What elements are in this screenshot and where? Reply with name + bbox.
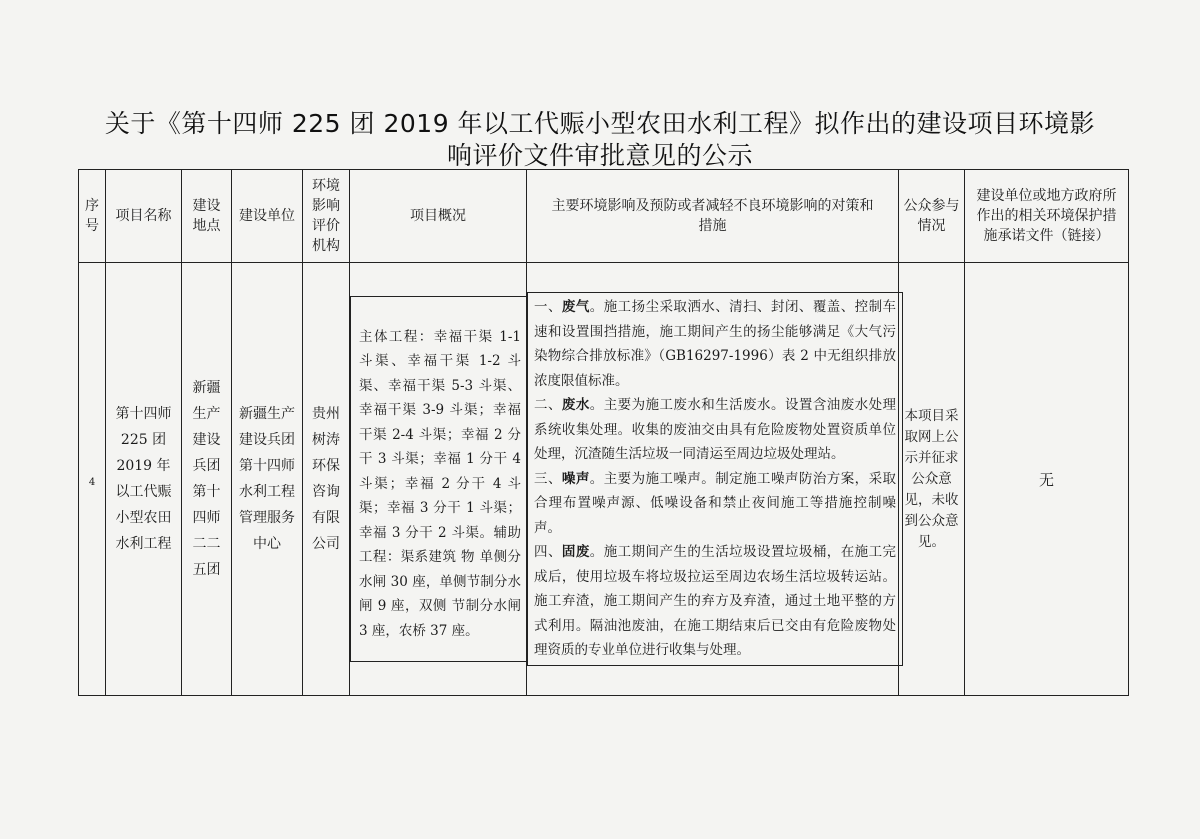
cell-eia-org: 贵州树涛环保咨询有限公司 <box>303 263 350 696</box>
title-line-2: 响评价文件审批意见的公示 <box>446 141 753 170</box>
header-name: 项目名称 <box>106 170 182 263</box>
header-seq: 序号 <box>79 170 106 263</box>
header-public: 公众参与情况 <box>899 170 965 263</box>
page-title <box>60 108 1140 172</box>
header-overview: 项目概况 <box>350 170 527 263</box>
cell-name: 第十四师 225 团 2019 年以工代赈小型农田水利工程 <box>106 263 182 696</box>
header-location: 建设地点 <box>182 170 232 263</box>
header-row <box>79 170 1129 263</box>
title-line-1: 关于《第十四师 225 团 2019 年以工代赈小型农田水利工程》拟作出的建设项目环境影 <box>104 109 1096 138</box>
cell-overview <box>350 263 527 696</box>
table-row <box>79 263 1129 696</box>
measure-noise: 三、噪声。主要为施工噪声。制定施工噪声防治方案，采取合理布置噪声源、低噪设备和禁止夜间施工等措施控制噪声。 <box>534 470 897 536</box>
cell-public: 本项目采取网上公示并征求公众意见，未收到公众意见。 <box>899 263 965 696</box>
header-commitment: 建设单位或地方政府所作出的相关环境保护措施承诺文件（链接） <box>965 170 1129 263</box>
cell-commitment: 无 <box>965 263 1129 696</box>
header-measures: 主要环境影响及预防或者减轻不良环境影响的对策和措施 <box>527 170 899 263</box>
header-builder: 建设单位 <box>232 170 303 263</box>
cell-builder: 新疆生产建设兵团第十四师水利工程管理服务中心 <box>232 263 303 696</box>
measures-box <box>527 292 903 666</box>
header-eia-org: 环境影响评价机构 <box>303 170 350 263</box>
overview-box: 主体工程：幸福干渠 1-1 斗渠、幸福干渠 1-2 斗渠、幸福干渠 5-3 斗渠、幸福干渠 3-9 斗渠；幸福干渠 2-4 斗渠；幸福 2 分干 3 斗渠；幸福 1 分干 4 斗渠；幸福 2 分干 4 斗渠；幸福 3 分干 1 斗渠；幸福 3 分干 2 斗渠。辅助工程：渠系建筑 物 单侧分水闸 30 座，单侧节制分水闸 9 座，双侧 节制分水闸 3 座，农桥 37 座。 <box>350 296 528 663</box>
announcement-table <box>78 169 1129 696</box>
measure-solid-waste: 四、固废。施工期间产生的生活垃圾设置垃圾桶，在施工完成后，使用垃圾车将垃圾拉运至周边农场生活垃圾转运站。施工弃渣，施工期间产生的弃方及弃渣，通过土地平整的方式利用。隔油池废油，在施工期结束后已交由有危险废物处理资质的专业单位进行收集与处理。 <box>534 544 897 659</box>
cell-measures <box>527 263 899 696</box>
cell-seq: 4 <box>79 263 106 696</box>
measure-exhaust: 一、废气。施工扬尘采取洒水、清扫、封闭、覆盖、控制车速和设置围挡措施，施工期间产生的扬尘能够满足《大气污染物综合排放标准》（GB16297-1996）表 2 中无组织排放浓度限值标准。 <box>534 299 897 389</box>
cell-location: 新疆生产建设兵团第十四师二二五团 <box>182 263 232 696</box>
measure-wastewater: 二、废水。主要为施工废水和生活废水。设置含油废水处理系统收集处理。收集的废油交由具有危险废物处置资质单位处理，沉渣随生活垃圾一同清运至周边垃圾处理站。 <box>534 397 897 463</box>
